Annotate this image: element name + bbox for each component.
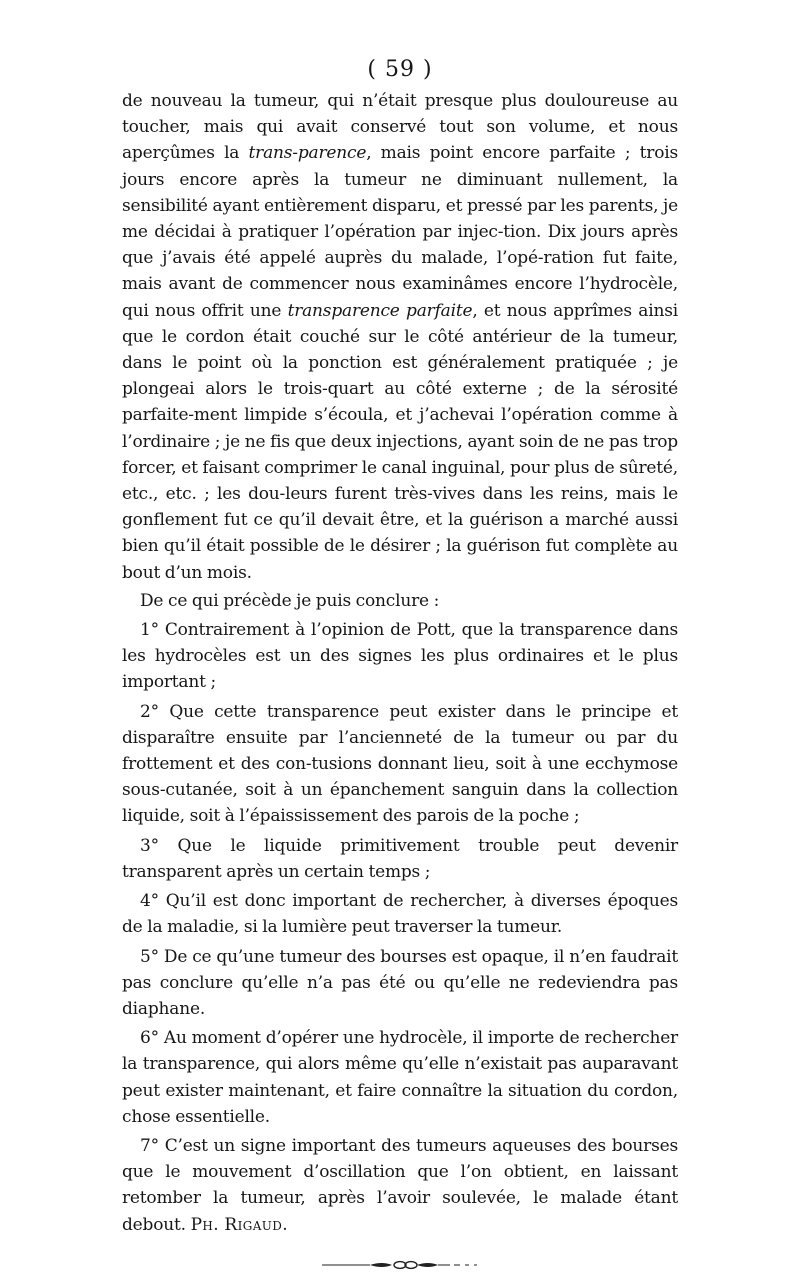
paragraph-text: , et nous apprîmes ainsi que le cordon était couché sur le côté antérieur de la tumeur, dans le point où la ponction est généralement pratiquée ; je plongeai alors le trois-quart au côté externe ; de la sérosité parfaite-ment limpide s’écoula, et j’achevai l’opération comme à l’ordinaire ; je ne fis que deux injections, ayant soin de ne pas trop forcer, et faisant comprimer le canal inguinal, pour plus de sûreté, etc., etc. ; les dou-leurs furent très-vives dans les reins, mais le gonflement fut ce qu’il devait être, et la guérison a marché aussi bien qu’il était possible de le désirer ; la guérison fut complète au bout d’un mois. [122,300,678,583]
author-signature: Ph. Rigaud. [190,1214,289,1235]
conclusion-item-7-text: 7° C’est un signe important des tumeurs aqueuses des bourses que le mouvement d’oscillation que l’on obtient, en laissant retomber la tumeur, après l’avoir soulevée, le malade étant debout. [122,1135,678,1235]
body-text [122,88,678,1238]
conclusion-item-4: 4° Qu’il est donc important de rechercher, à diverses époques de la maladie, si la lumière peut traverser la tumeur. [122,891,678,938]
conclusion-item-5: 5° De ce qu’une tumeur des bourses est opaque, il n’en faudrait pas conclure qu’elle n’a pas été ou qu’elle ne redeviendra pas diaphane. [122,946,678,1019]
paragraph-text: , mais point encore parfaite ; trois jours encore après la tumeur ne diminuant nullement, la sensibilité ayant entièrement disparu, et pressé par les parents, je me décidai à pratiquer l’opération par injec-tion. Dix jours après que j’avais été appelé auprès du malade, l’opé-ration fut faite, mais avant de commencer nous examinâmes encore l’hydrocèle, qui nous offrit une [122,143,679,321]
page-number: ( 59 ) [367,57,433,82]
decorative-rule-icon [320,1258,480,1272]
italic-phrase-transparence: trans-parence [248,143,367,164]
conclusion-intro: De ce qui précède je puis conclure : [140,590,440,611]
conclusion-item-6: 6° Au moment d’opérer une hydrocèle, il importe de rechercher la transparence, qui alors même qu’elle n’existait pas auparavant peut exister maintenant, et faire connaître la situation du cordon, chose essentielle. [122,1028,678,1127]
paragraph-text: de nouveau la tumeur, qui n’était presque plus douloureuse au toucher, mais qui avait conservé tout son volume, et nous aperçûmes la [122,91,678,164]
conclusion-item-7 [122,1133,678,1238]
conclusion-item-3: 3° Que le liquide primitivement trouble peut devenir transparent après un certain temps ; [122,835,678,882]
document-page [122,58,678,1272]
paragraph-case-narrative [122,88,678,586]
conclusion-item-1: 1° Contrairement à l’opinion de Pott, que la transparence dans les hydrocèles est un des signes les plus ordinaires et le plus important ; [122,620,678,693]
italic-phrase-transparence-parfaite: transparence parfaite [287,300,473,321]
conclusion-item-2: 2° Que cette transparence peut exister dans le principe et disparaître ensuite par l’ancienneté de la tumeur ou par du frottement et des con-tusions donnant lieu, soit à une ecchymose sous-cutanée, soit à un épanchement sanguin dans la collection liquide, soit à l’épaississement des parois de la poche ; [122,701,678,827]
